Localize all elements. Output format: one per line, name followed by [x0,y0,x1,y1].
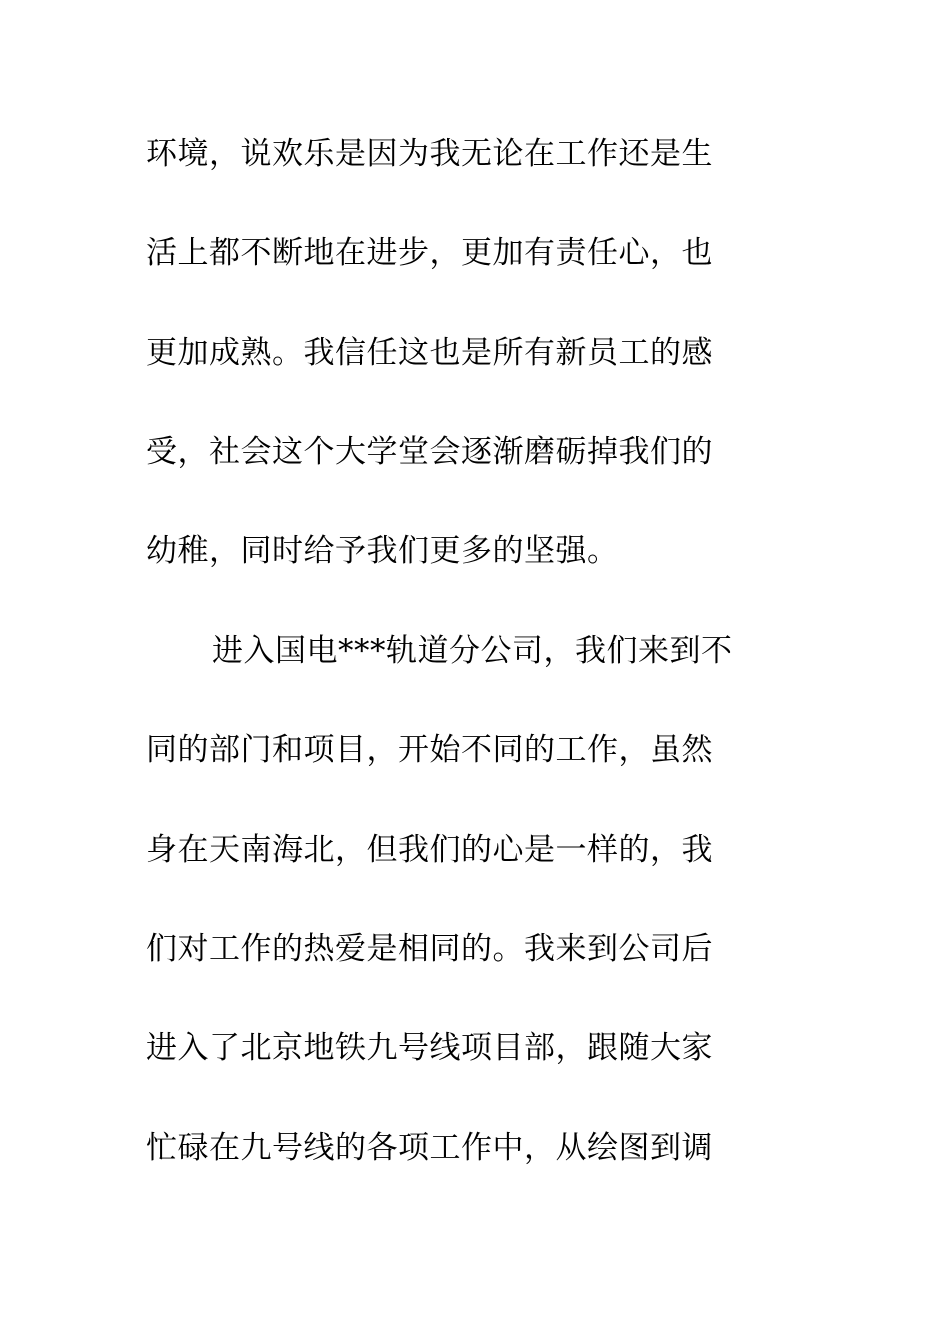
paragraph-first-line: 进入国电***轨道分公司，我们来到不 [212,633,733,669]
text-line: 更加成熟。我信任这也是所有新员工的感 [146,335,713,371]
text-line: 忙碌在九号线的各项工作中，从绘图到调 [146,1130,713,1166]
text-line: 受，社会这个大学堂会逐渐磨砺掉我们的 [146,434,713,470]
text-line: 同的部门和项目，开始不同的工作，虽然 [146,732,713,768]
text-line: 幼稚，同时给予我们更多的坚强。 [146,533,619,569]
text-line: 进入了北京地铁九号线项目部，跟随大家 [146,1030,713,1066]
text-line: 们对工作的热爱是相同的。我来到公司后 [146,931,713,967]
text-line: 身在天南海北，但我们的心是一样的，我 [146,832,713,868]
text-line: 环境，说欢乐是因为我无论在工作还是生 [146,136,713,172]
text-line: 活上都不断地在进步，更加有责任心，也 [146,235,713,271]
